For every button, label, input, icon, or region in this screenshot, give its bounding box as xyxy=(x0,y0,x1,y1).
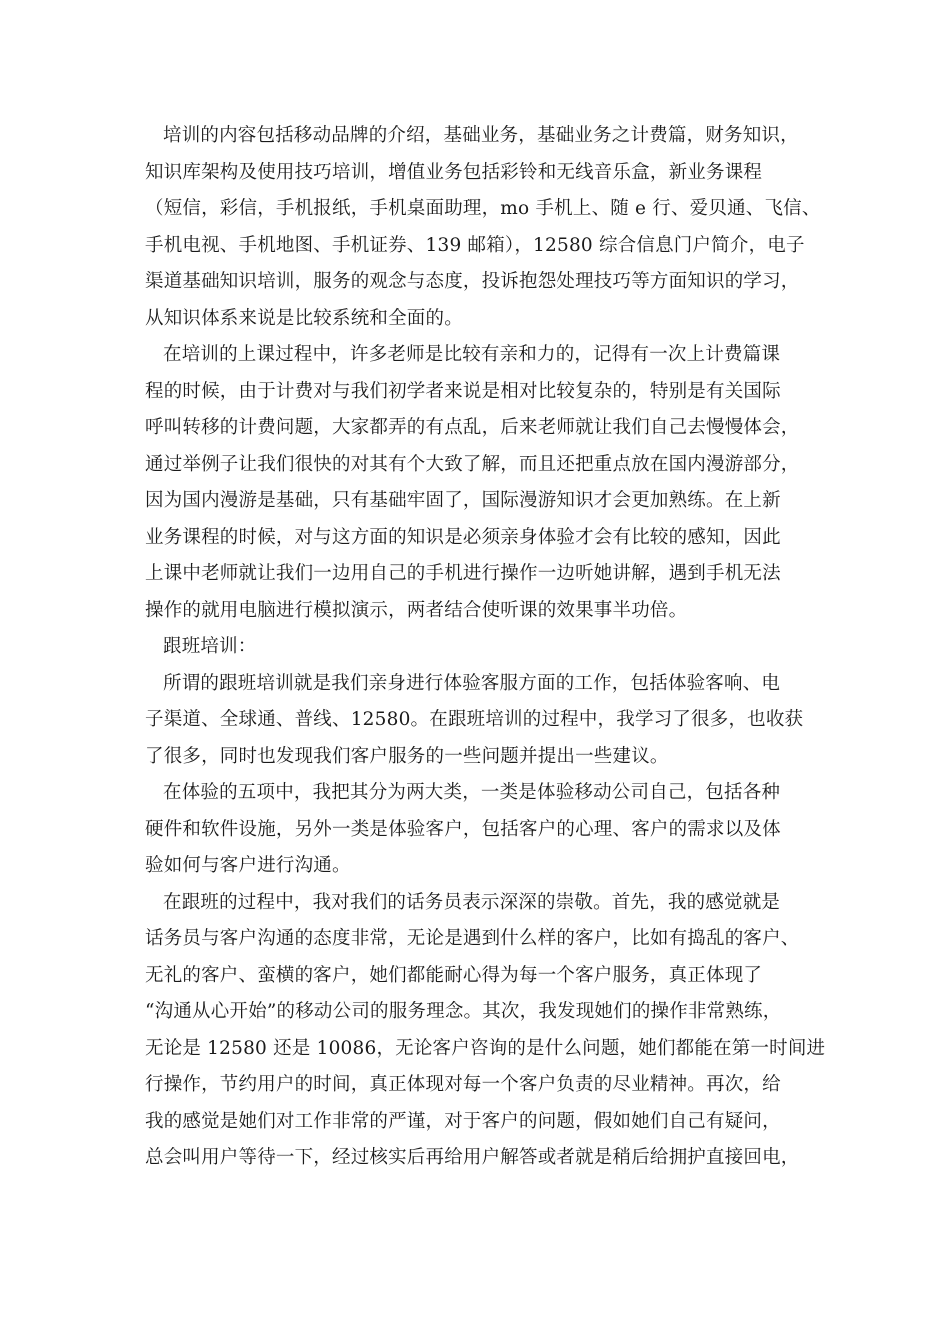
text-line: “沟通从心开始”的移动公司的服务理念。其次，我发现她们的操作非常熟练， xyxy=(145,1001,782,1022)
text-line: 无礼的客户、蛮横的客户，她们都能耐心得为每一个客户服务，真正体现了 xyxy=(145,964,763,986)
text-line: 渠道基础知识培训，服务的观念与态度，投诉抱怨处理技巧等方面知识的学习， xyxy=(145,271,800,292)
text-line: 在培训的上课过程中，许多老师是比较有亲和力的，记得有一次上计费篇课 xyxy=(163,344,781,365)
text-line: 总会叫用户等待一下，经过核实后再给用户解答或者就是稍后给拥护直接回电， xyxy=(145,1147,800,1168)
text-line: 从知识体系来说是比较系统和全面的。 xyxy=(145,307,463,329)
text-line: 无论是 12580 还是 10086，无论客户咨询的是什么问题，她们都能在第一时间进 xyxy=(145,1037,826,1059)
paragraph-training-content xyxy=(145,118,821,337)
text-line: 子渠道、全球通、普线、12580。在跟班培训的过程中，我学习了很多，也收获 xyxy=(145,709,804,730)
text-line: （短信，彩信，手机报纸，手机桌面助理，mo 手机上、随 e 行、爱贝通、飞信、 xyxy=(145,198,821,219)
text-line: 呼叫转移的计费问题，大家都弄的有点乱，后来老师就让我们自己去慢慢体会， xyxy=(145,417,800,438)
text-line: 通过举例子让我们很快的对其有个大致了解，而且还把重点放在国内漫游部分， xyxy=(145,453,800,475)
document-body xyxy=(145,118,826,1177)
text-line: 我的感觉是她们对工作非常的严谨，对于客户的问题，假如她们自己有疑问， xyxy=(145,1110,781,1132)
text-line: 操作的就用电脑进行模拟演示，两者结合使听课的效果事半功倍。 xyxy=(145,599,688,621)
text-line: 程的时候，由于计费对与我们初学者来说是相对比较复杂的，特别是有关国际 xyxy=(145,380,781,402)
text-line: 知识库架构及使用技巧培训，增值业务包括彩铃和无线音乐盒，新业务课程 xyxy=(145,161,763,183)
text-line: 因为国内漫游是基础，只有基础牢固了，国际漫游知识才会更加熟练。在上新 xyxy=(145,490,781,511)
text-line: 硬件和软件设施，另外一类是体验客户，包括客户的心理、客户的需求以及体 xyxy=(145,818,781,840)
paragraph-class-process xyxy=(145,337,805,629)
text-line: 手机电视、手机地图、手机证券、139 邮箱），12580 综合信息门户简介，电子 xyxy=(145,234,805,256)
paragraph-five-items xyxy=(145,775,805,885)
paragraph-shadow-training-definition xyxy=(145,666,805,776)
text-line: 话务员与客户沟通的态度非常，无论是遇到什么样的客户，比如有捣乱的客户、 xyxy=(145,928,800,949)
text-line: 在体验的五项中，我把其分为两大类，一类是体验移动公司自己，包括各种 xyxy=(163,782,781,803)
text-line: 所谓的跟班培训就是我们亲身进行体验客服方面的工作，包括体验客响、电 xyxy=(163,672,781,694)
text-line: 在跟班的过程中，我对我们的话务员表示深深的崇敬。首先，我的感觉就是 xyxy=(163,891,781,913)
section-heading-shadow-training xyxy=(145,629,805,666)
text-line: 培训的内容包括移动品牌的介绍，基础业务，基础业务之计费篇，财务知识， xyxy=(163,125,799,146)
text-line: 验如何与客户进行沟通。 xyxy=(145,855,351,876)
text-line: 上课中老师就让我们一边用自己的手机进行操作一边听她讲解，遇到手机无法 xyxy=(145,563,781,584)
paragraph-operators-respect xyxy=(145,885,826,1177)
text-line: 行操作，节约用户的时间，真正体现对每一个客户负责的尽业精神。再次，给 xyxy=(145,1074,781,1095)
section-heading: 跟班培训： xyxy=(163,636,257,657)
text-line: 业务课程的时候，对与这方面的知识是必须亲身体验才会有比较的感知，因此 xyxy=(145,526,781,548)
text-line: 了很多，同时也发现我们客户服务的一些问题并提出一些建议。 xyxy=(145,745,669,767)
